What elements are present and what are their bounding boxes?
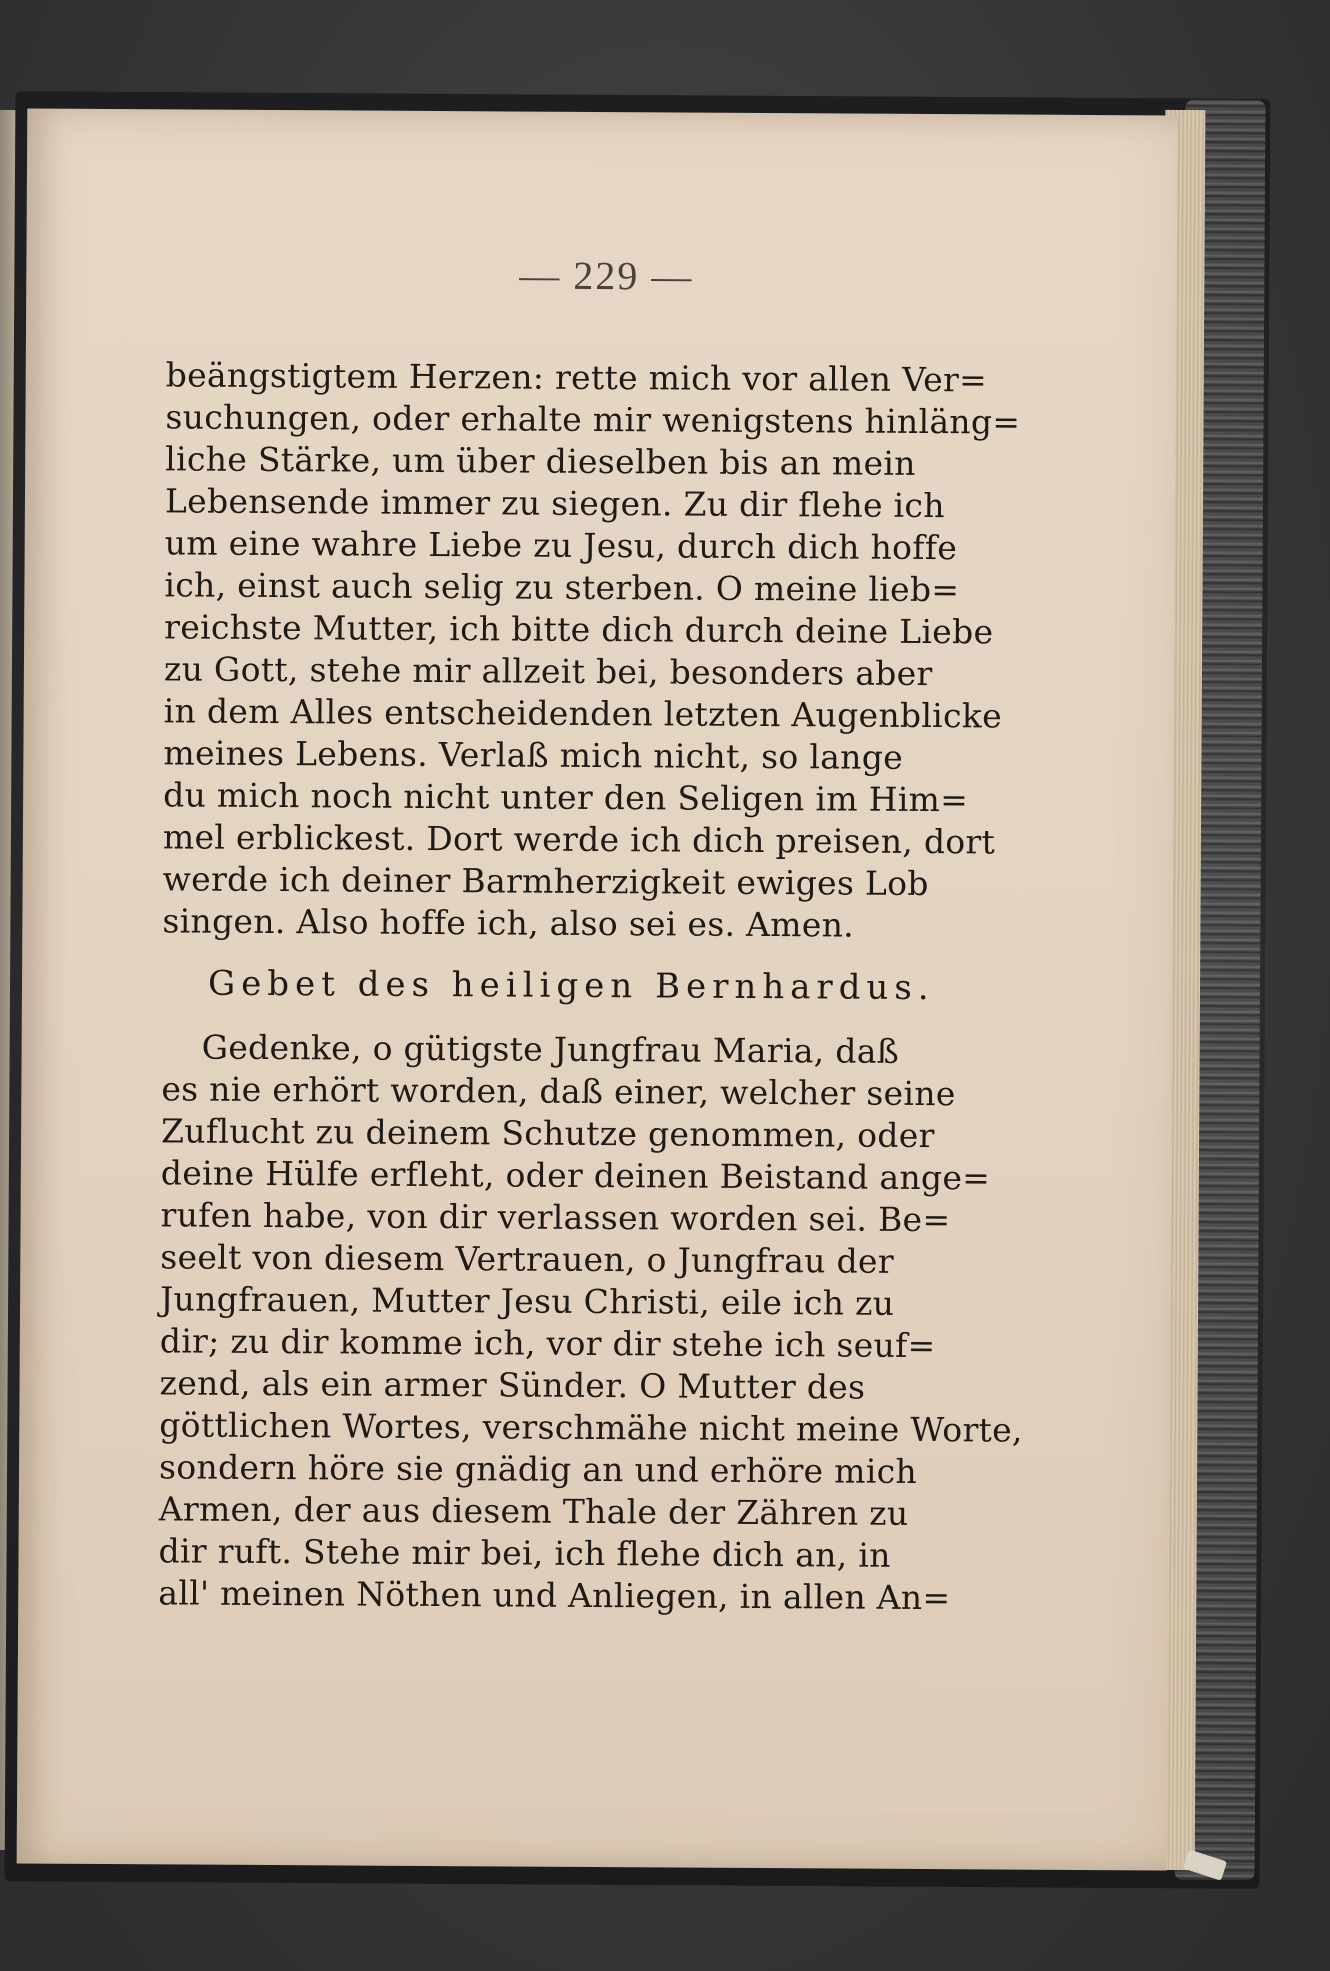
text-line: zend, als ein armer Sünder. O Mutter des	[159, 1363, 866, 1407]
text-line: Gedenke, o gütigste Jungfrau Maria, daß	[201, 1027, 900, 1071]
text-line: reichste Mutter, ich bitte dich durch deine Liebe	[164, 607, 994, 652]
text-line: all' meinen Nöthen und Anliegen, in allen An=	[158, 1573, 951, 1618]
text-line: beängstigtem Herzen: rette mich vor allen Ver=	[165, 355, 988, 400]
book-page	[17, 109, 1178, 1871]
text-line: rufen habe, von dir verlassen worden sei. Be=	[160, 1195, 951, 1240]
text-line: Zuflucht zu deinem Schutze genommen, oder	[161, 1111, 935, 1156]
prayer-paragraph-1	[162, 354, 1046, 947]
text-line: sondern höre sie gnädig an und erhöre mich	[158, 1447, 918, 1491]
text-line: singen. Also hoffe ich, also sei es. Amen.	[162, 901, 855, 945]
page-number: — 229 —	[519, 252, 694, 299]
text-line: seelt von diesem Vertrauen, o Jungfrau der	[160, 1237, 894, 1281]
text-line: mel erblickest. Dort werde ich dich preisen, dort	[162, 817, 996, 862]
text-line: du mich noch nicht unter den Seligen im Him=	[163, 775, 969, 820]
text-line: liche Stärke, um über dieselben bis an mein	[165, 439, 916, 483]
text-line: es nie erhört worden, daß einer, welcher seine	[161, 1069, 956, 1114]
prayer-heading: Gebet des heiligen Bernhardus.	[207, 963, 935, 1009]
text-line: in dem Alles entscheidenden letzten Augenblicke	[163, 691, 1003, 736]
prayer-paragraph-2	[158, 1026, 1042, 1619]
text-line: Armen, der aus diesem Thale der Zähren zu	[158, 1489, 909, 1533]
text-line: meines Lebens. Verlaß mich nicht, so lange	[163, 733, 904, 777]
text-line: um eine wahre Liebe zu Jesu, durch dich hoffe	[164, 523, 958, 568]
text-line: dir; zu dir komme ich, vor dir stehe ich seuf=	[159, 1321, 936, 1366]
text-line: dir ruft. Stehe mir bei, ich flehe dich an, in	[158, 1531, 891, 1575]
page-body	[158, 354, 1046, 1619]
text-line: deine Hülfe erfleht, oder deinen Beistand ange=	[160, 1153, 991, 1198]
text-line: Lebensende immer zu siegen. Zu dir flehe ich	[164, 481, 945, 526]
text-line: suchungen, oder erhalte mir wenigstens hinläng=	[165, 397, 1021, 442]
text-line: zu Gott, stehe mir allzeit bei, besonders aber	[163, 649, 933, 694]
text-line: göttlichen Wortes, verschmähe nicht meine Worte,	[159, 1405, 1023, 1450]
text-line: Jungfrauen, Mutter Jesu Christi, eile ich zu	[159, 1279, 895, 1323]
text-line: ich, einst auch selig zu sterben. O meine lieb=	[164, 565, 960, 610]
text-line: werde ich deiner Barmherzigkeit ewiges Lob	[162, 859, 929, 904]
